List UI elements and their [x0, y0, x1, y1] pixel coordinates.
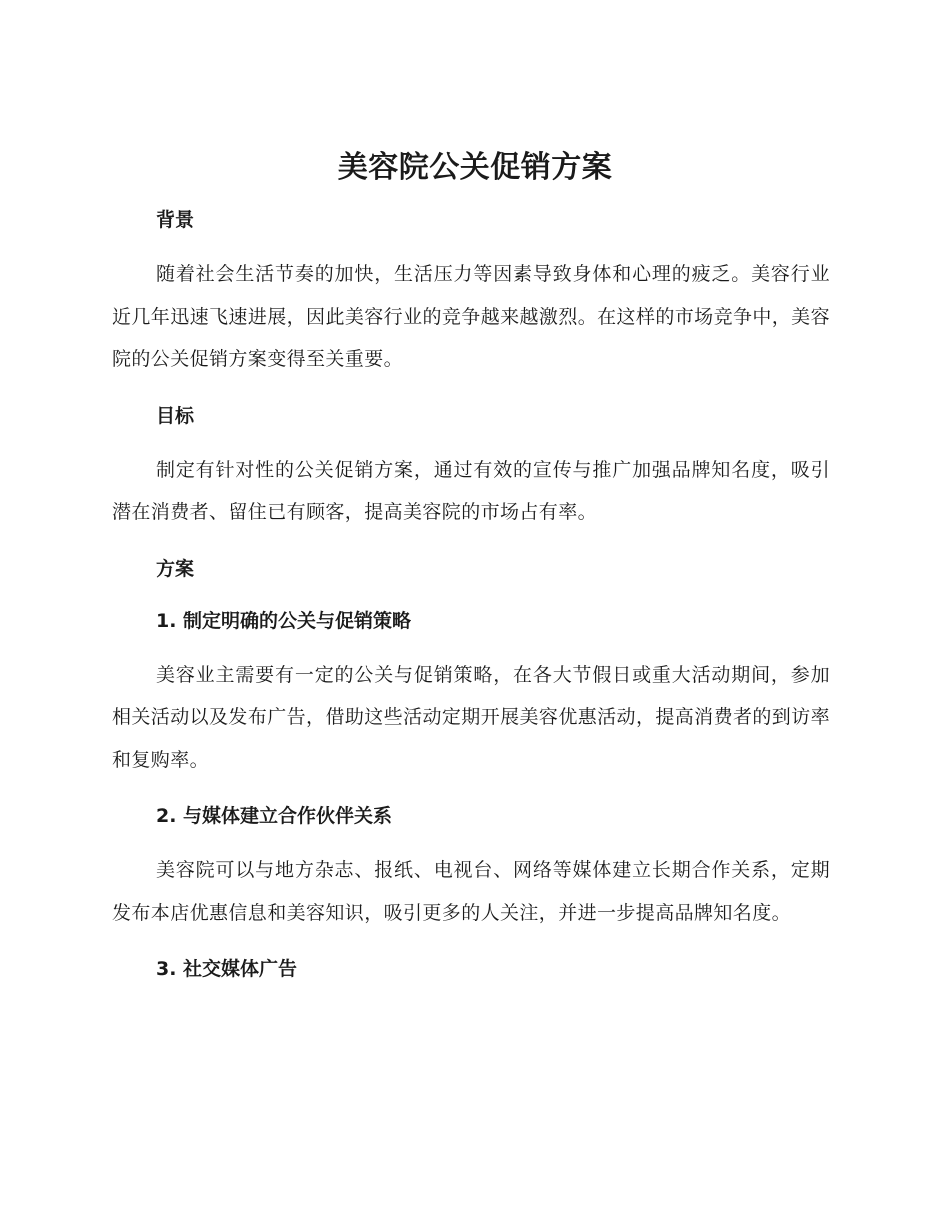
section-heading-goal: 目标 [156, 404, 195, 427]
section-paragraph-goal: 制定有针对性的公关促销方案，通过有效的宣传与推广加强品牌知名度，吸引潜在消费者、留住已有顾客，提高美容院的市场占有率。 [112, 458, 830, 523]
section-heading-plan-2: 2. 与媒体建立合作伙伴关系 [156, 805, 393, 827]
section-paragraph-plan-1: 美容业主需要有一定的公关与促销策略，在各大节假日或重大活动期间，参加相关活动以及发布广告，借助这些活动定期开展美容优惠活动，提高消费者的到访率和复购率。 [112, 663, 830, 771]
section-heading-plan-1: 1. 制定明确的公关与促销策略 [156, 609, 412, 632]
document-body [112, 203, 830, 986]
document-title: 美容院公关促销方案 [337, 150, 613, 185]
section-heading-background: 背景 [156, 209, 195, 231]
section-heading-plan: 方案 [156, 557, 195, 580]
section-paragraph-background: 随着社会生活节奏的加快，生活压力等因素导致身体和心理的疲乏。美容行业近几年迅速飞速进展，因此美容行业的竞争越来越激烈。在这样的市场竞争中，美容院的公关促销方案变得至关重要。 [112, 263, 830, 370]
section-heading-plan-3: 3. 社交媒体广告 [156, 958, 298, 980]
section-paragraph-plan-2: 美容院可以与地方杂志、报纸、电视台、网络等媒体建立长期合作关系，定期发布本店优惠信息和美容知识，吸引更多的人关注，并进一步提高品牌知名度。 [112, 859, 830, 924]
